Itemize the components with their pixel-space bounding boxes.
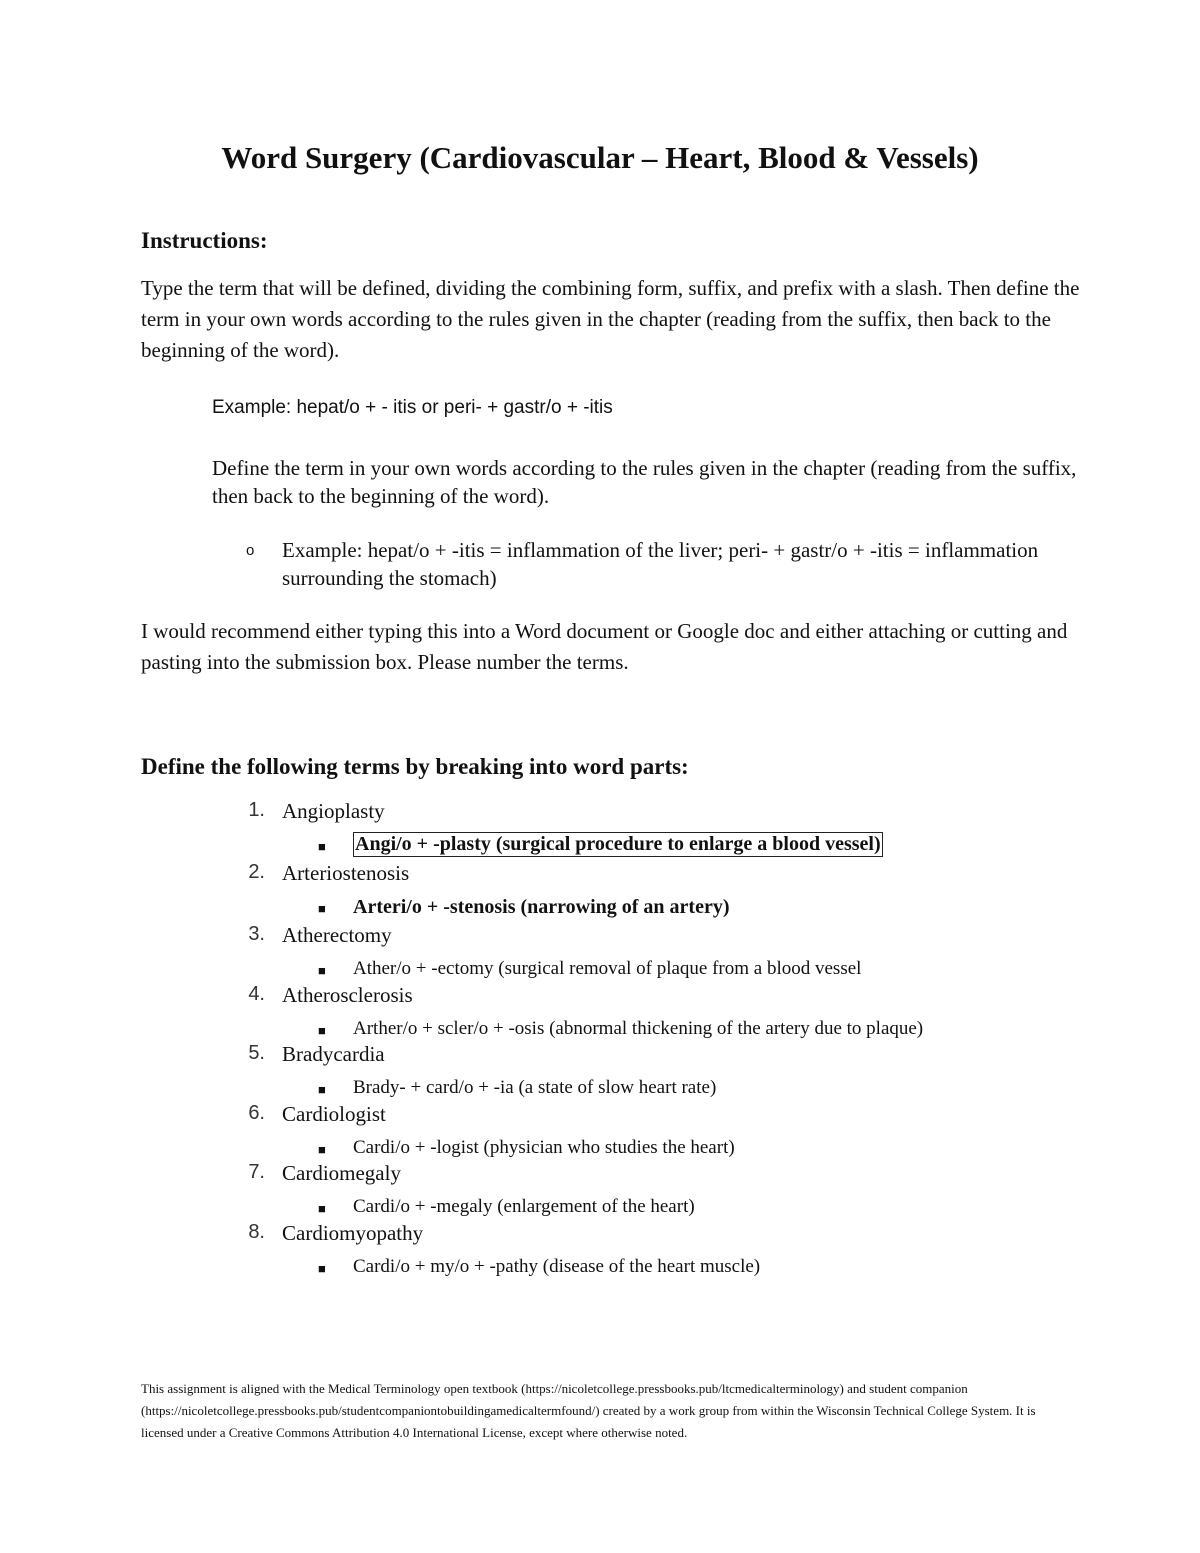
term-definition: Cardi/o + -megaly (enlargement of the heart) — [353, 1196, 695, 1217]
sub-example-marker: o — [246, 542, 255, 559]
term-item — [0, 1042, 1200, 1102]
term-item — [0, 1102, 1200, 1162]
page-title: Word Surgery (Cardiovascular – Heart, Blood & Vessels) — [221, 140, 979, 175]
term-word: Atherosclerosis — [282, 983, 413, 1007]
sub-example-text: Example: hepat/o + -itis = inflammation of the liver; peri- + gastr/o + -itis = inflammation surrounding the stomach) — [282, 538, 1039, 590]
term-number: 8. — [248, 1221, 265, 1243]
terms-heading: Define the following terms by breaking into word parts: — [141, 754, 689, 779]
term-number: 1. — [248, 799, 265, 821]
term-word: Cardiomyopathy — [282, 1221, 424, 1245]
term-definition: Arther/o + scler/o + -osis (abnormal thickening of the artery due to plaque) — [353, 1018, 924, 1039]
term-definition: Cardi/o + my/o + -pathy (disease of the heart muscle) — [353, 1256, 761, 1277]
define-text: Define the term in your own words according to the rules given in the chapter (reading from the suffix, then back to the beginning of the word). — [212, 456, 1077, 508]
term-item — [0, 923, 1200, 983]
bullet-square-icon: ■ — [318, 1201, 326, 1216]
term-definition: Cardi/o + -logist (physician who studies the heart) — [353, 1137, 735, 1158]
term-number: 6. — [248, 1102, 265, 1124]
term-item — [0, 861, 1200, 921]
recommend-text: I would recommend either typing this into a Word document or Google doc and either attaching or cutting and pasting into the submission box. Please number the terms. — [141, 619, 1068, 674]
instructions-text: Type the term that will be defined, dividing the combining form, suffix, and prefix with a slash. Then define the term in your own words according to the rules given in the chapter (reading from the suffix, then back to the beginning of the word). — [141, 276, 1080, 362]
term-number: 5. — [248, 1042, 265, 1064]
example-line: Example: hepat/o + - itis or peri- + gastr/o + -itis — [212, 397, 613, 418]
term-definition: Arteri/o + -stenosis (narrowing of an artery) — [353, 896, 730, 918]
term-definition: Brady- + card/o + -ia (a state of slow heart rate) — [353, 1077, 717, 1098]
term-word: Cardiologist — [282, 1102, 386, 1126]
term-definition: Angi/o + -plasty (surgical procedure to enlarge a blood vessel) — [355, 833, 881, 855]
instructions-heading: Instructions: — [141, 228, 268, 253]
term-word: Cardiomegaly — [282, 1161, 401, 1185]
bullet-square-icon: ■ — [318, 1142, 326, 1157]
term-definition: Ather/o + -ectomy (surgical removal of plaque from a blood vessel — [353, 958, 862, 979]
bullet-square-icon: ■ — [318, 1082, 326, 1097]
term-item — [0, 1221, 1200, 1281]
bullet-square-icon: ■ — [318, 839, 326, 854]
bullet-square-icon: ■ — [318, 901, 326, 916]
bullet-square-icon: ■ — [318, 1023, 326, 1038]
term-number: 7. — [248, 1161, 265, 1183]
term-number: 2. — [248, 861, 265, 883]
term-number: 3. — [248, 923, 265, 945]
bullet-square-icon: ■ — [318, 1261, 326, 1276]
term-word: Angioplasty — [282, 799, 385, 823]
term-number: 4. — [248, 983, 265, 1005]
term-item — [0, 983, 1200, 1043]
term-word: Bradycardia — [282, 1042, 385, 1066]
footer-license-note: This assignment is aligned with the Medical Terminology open textbook (https://nicoletcollege.pressbooks.pub/ltcmedicalterminology) and student companion (https://nicoletcollege.pressbooks.pub/studentcompaniontobuildingamedicaltermfound/) created by a work group from within the Wisconsin Technical College System. It is licensed under a Creative Commons Attribution 4.0 International License, except where otherwise noted. — [141, 1381, 1036, 1440]
bullet-square-icon: ■ — [318, 963, 326, 978]
term-word: Atherectomy — [282, 923, 392, 947]
term-word: Arteriostenosis — [282, 861, 410, 885]
term-item — [0, 799, 1200, 859]
term-item — [0, 1161, 1200, 1221]
